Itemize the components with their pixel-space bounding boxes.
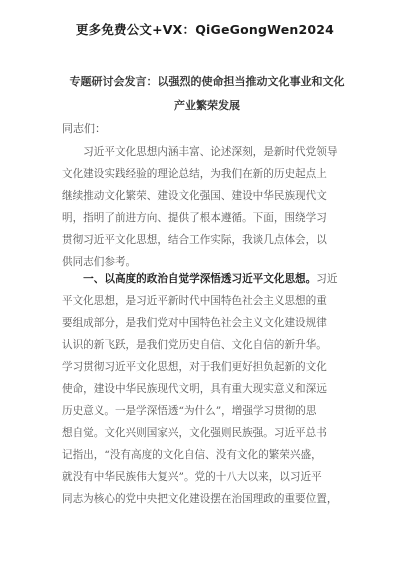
paragraph-2-line: 历史意义。一是学深悟透“为什么”，增强学习贯彻的思 (62, 405, 317, 417)
paragraph-1-line: 贯彻习近平文化思想，结合工作实际，我谈几点体会，以 (62, 234, 327, 246)
paragraph-2-first-line (62, 268, 352, 290)
paragraph-2-line: 想自觉。文化兴则国家兴，文化强则民族强。习近平总书 (62, 427, 327, 439)
paragraph-2-line: 学习贯彻习近平文化思想，对于我们更好担负起新的文化 (62, 361, 327, 373)
paragraph-2-line: 记指出，“没有高度的文化自信、没有文化的繁荣兴盛， (62, 449, 322, 461)
section-heading: 一、以高度的政治自觉学深悟透习近平文化思想。 (62, 273, 317, 285)
paragraph-2-line: 使命，建设中华民族现代文明，具有重大现实意义和深远 (62, 383, 327, 395)
document-title (62, 70, 352, 118)
paragraph-1-line: 文化建设实践经验的理论总结，为我们在新的历史起点上 (62, 168, 327, 180)
paragraph-1 (62, 141, 352, 273)
document-title-line-1: 专题研讨会发言：以强烈的使命担当推动文化事业和文化 (69, 75, 345, 88)
paragraph-2 (62, 268, 352, 510)
paragraph-1-line: 明，指明了前进方向、提供了根本遵循。下面，围绕学习 (62, 212, 327, 224)
paragraph-2-line: 同志为核心的党中央把文化建设摆在治国理政的重要位置， (62, 493, 338, 505)
document-title-line-2: 产业繁荣发展 (174, 99, 240, 112)
paragraph-1-line: 习近平文化思想内涵丰富、论述深刻，是新时代党领导 (62, 146, 338, 158)
paragraph-1-line: 继续推动文化繁荣、建设文化强国、建设中华民族现代文 (62, 190, 327, 202)
paragraph-2-line: 要组成部分，是我们党对中国特色社会主义文化建设规律 (62, 317, 327, 329)
paragraph-2-line: 认识的新飞跃，是我们党历史自信、文化自信的新升华。 (62, 339, 327, 351)
paragraph-2-line: 就没有中华民族伟大复兴”。党的十八大以来，以习近平 (62, 471, 322, 483)
paragraph-1-line: 供同志们参考。 (62, 256, 137, 268)
paragraph-2-line: 平文化思想，是习近平新时代中国特色社会主义思想的重 (62, 295, 327, 307)
header-watermark-text: 更多免费公文+VX：QiGeGongWen2024 (75, 22, 335, 37)
paragraph-2-first-line-tail: 习近 (316, 273, 338, 285)
salutation: 同志们： (62, 122, 106, 135)
